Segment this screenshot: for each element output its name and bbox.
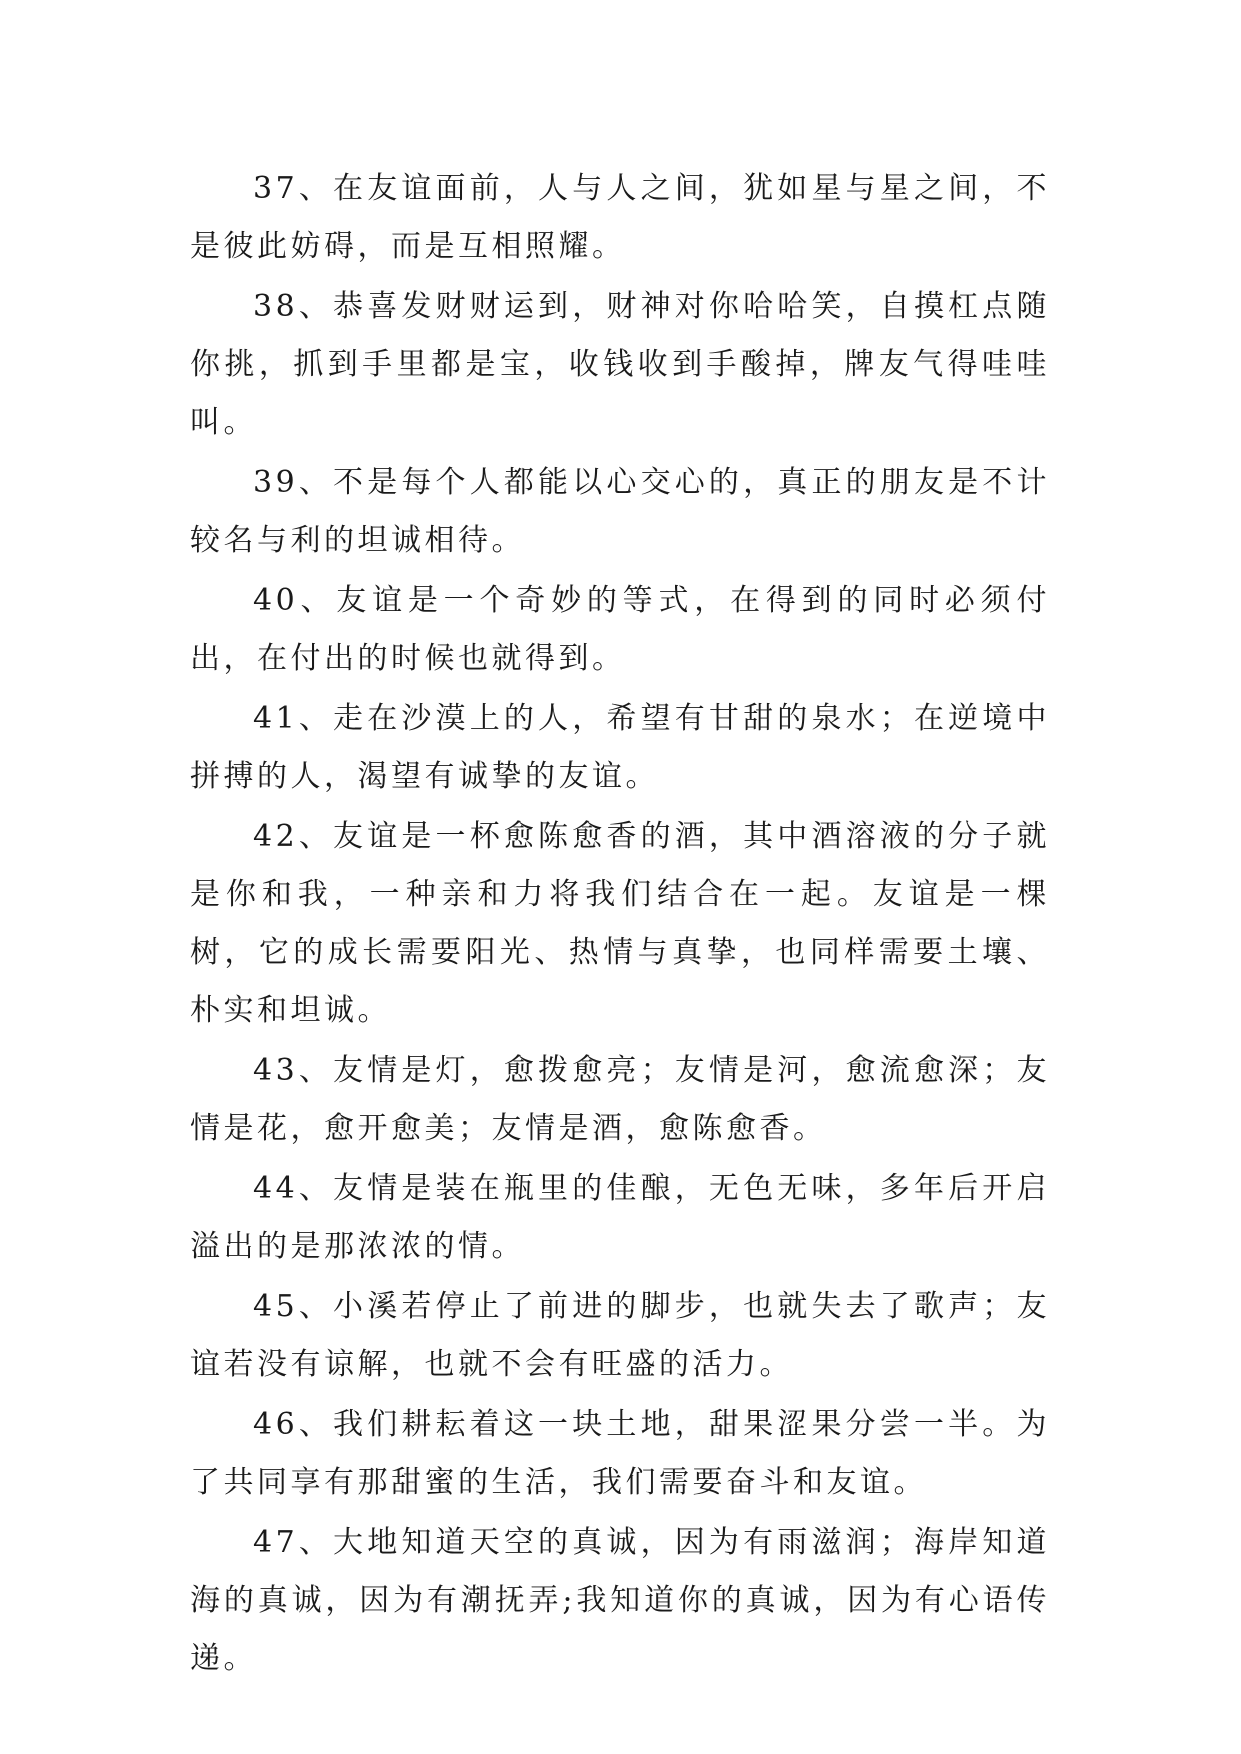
paragraph-45: 45、小溪若停止了前进的脚步，也就失去了歌声；友谊若没有谅解，也就不会有旺盛的活力。 [190, 1289, 1050, 1382]
paragraph-44: 44、友情是装在瓶里的佳酿，无色无味，多年后开启溢出的是那浓浓的情。 [190, 1171, 1050, 1264]
paragraph-38: 38、恭喜发财财运到，财神对你哈哈笑，自摸杠点随你挑，抓到手里都是宝，收钱收到手酸掉，牌友气得哇哇叫。 [190, 289, 1050, 440]
paragraph-40: 40、友谊是一个奇妙的等式，在得到的同时必须付出，在付出的时候也就得到。 [190, 583, 1050, 676]
paragraph-37: 37、在友谊面前，人与人之间，犹如星与星之间，不是彼此妨碍，而是互相照耀。 [190, 171, 1050, 264]
document-body [190, 160, 1050, 1688]
paragraph-47: 47、大地知道天空的真诚，因为有雨滋润；海岸知道海的真诚，因为有潮抚弄;我知道你的真诚，因为有心语传递。 [190, 1525, 1050, 1676]
paragraph-46: 46、我们耕耘着这一块土地，甜果涩果分尝一半。为了共同享有那甜蜜的生活，我们需要奋斗和友谊。 [190, 1407, 1050, 1500]
paragraph-39: 39、不是每个人都能以心交心的，真正的朋友是不计较名与利的坦诚相待。 [190, 465, 1050, 558]
paragraph-43: 43、友情是灯，愈拨愈亮；友情是河，愈流愈深；友情是花，愈开愈美；友情是酒，愈陈愈香。 [190, 1053, 1050, 1146]
paragraph-41: 41、走在沙漠上的人，希望有甘甜的泉水；在逆境中拼搏的人，渴望有诚挚的友谊。 [190, 701, 1050, 794]
paragraph-42: 42、友谊是一杯愈陈愈香的酒，其中酒溶液的分子就是你和我，一种亲和力将我们结合在一起。友谊是一棵树，它的成长需要阳光、热情与真挚，也同样需要土壤、朴实和坦诚。 [190, 819, 1050, 1028]
